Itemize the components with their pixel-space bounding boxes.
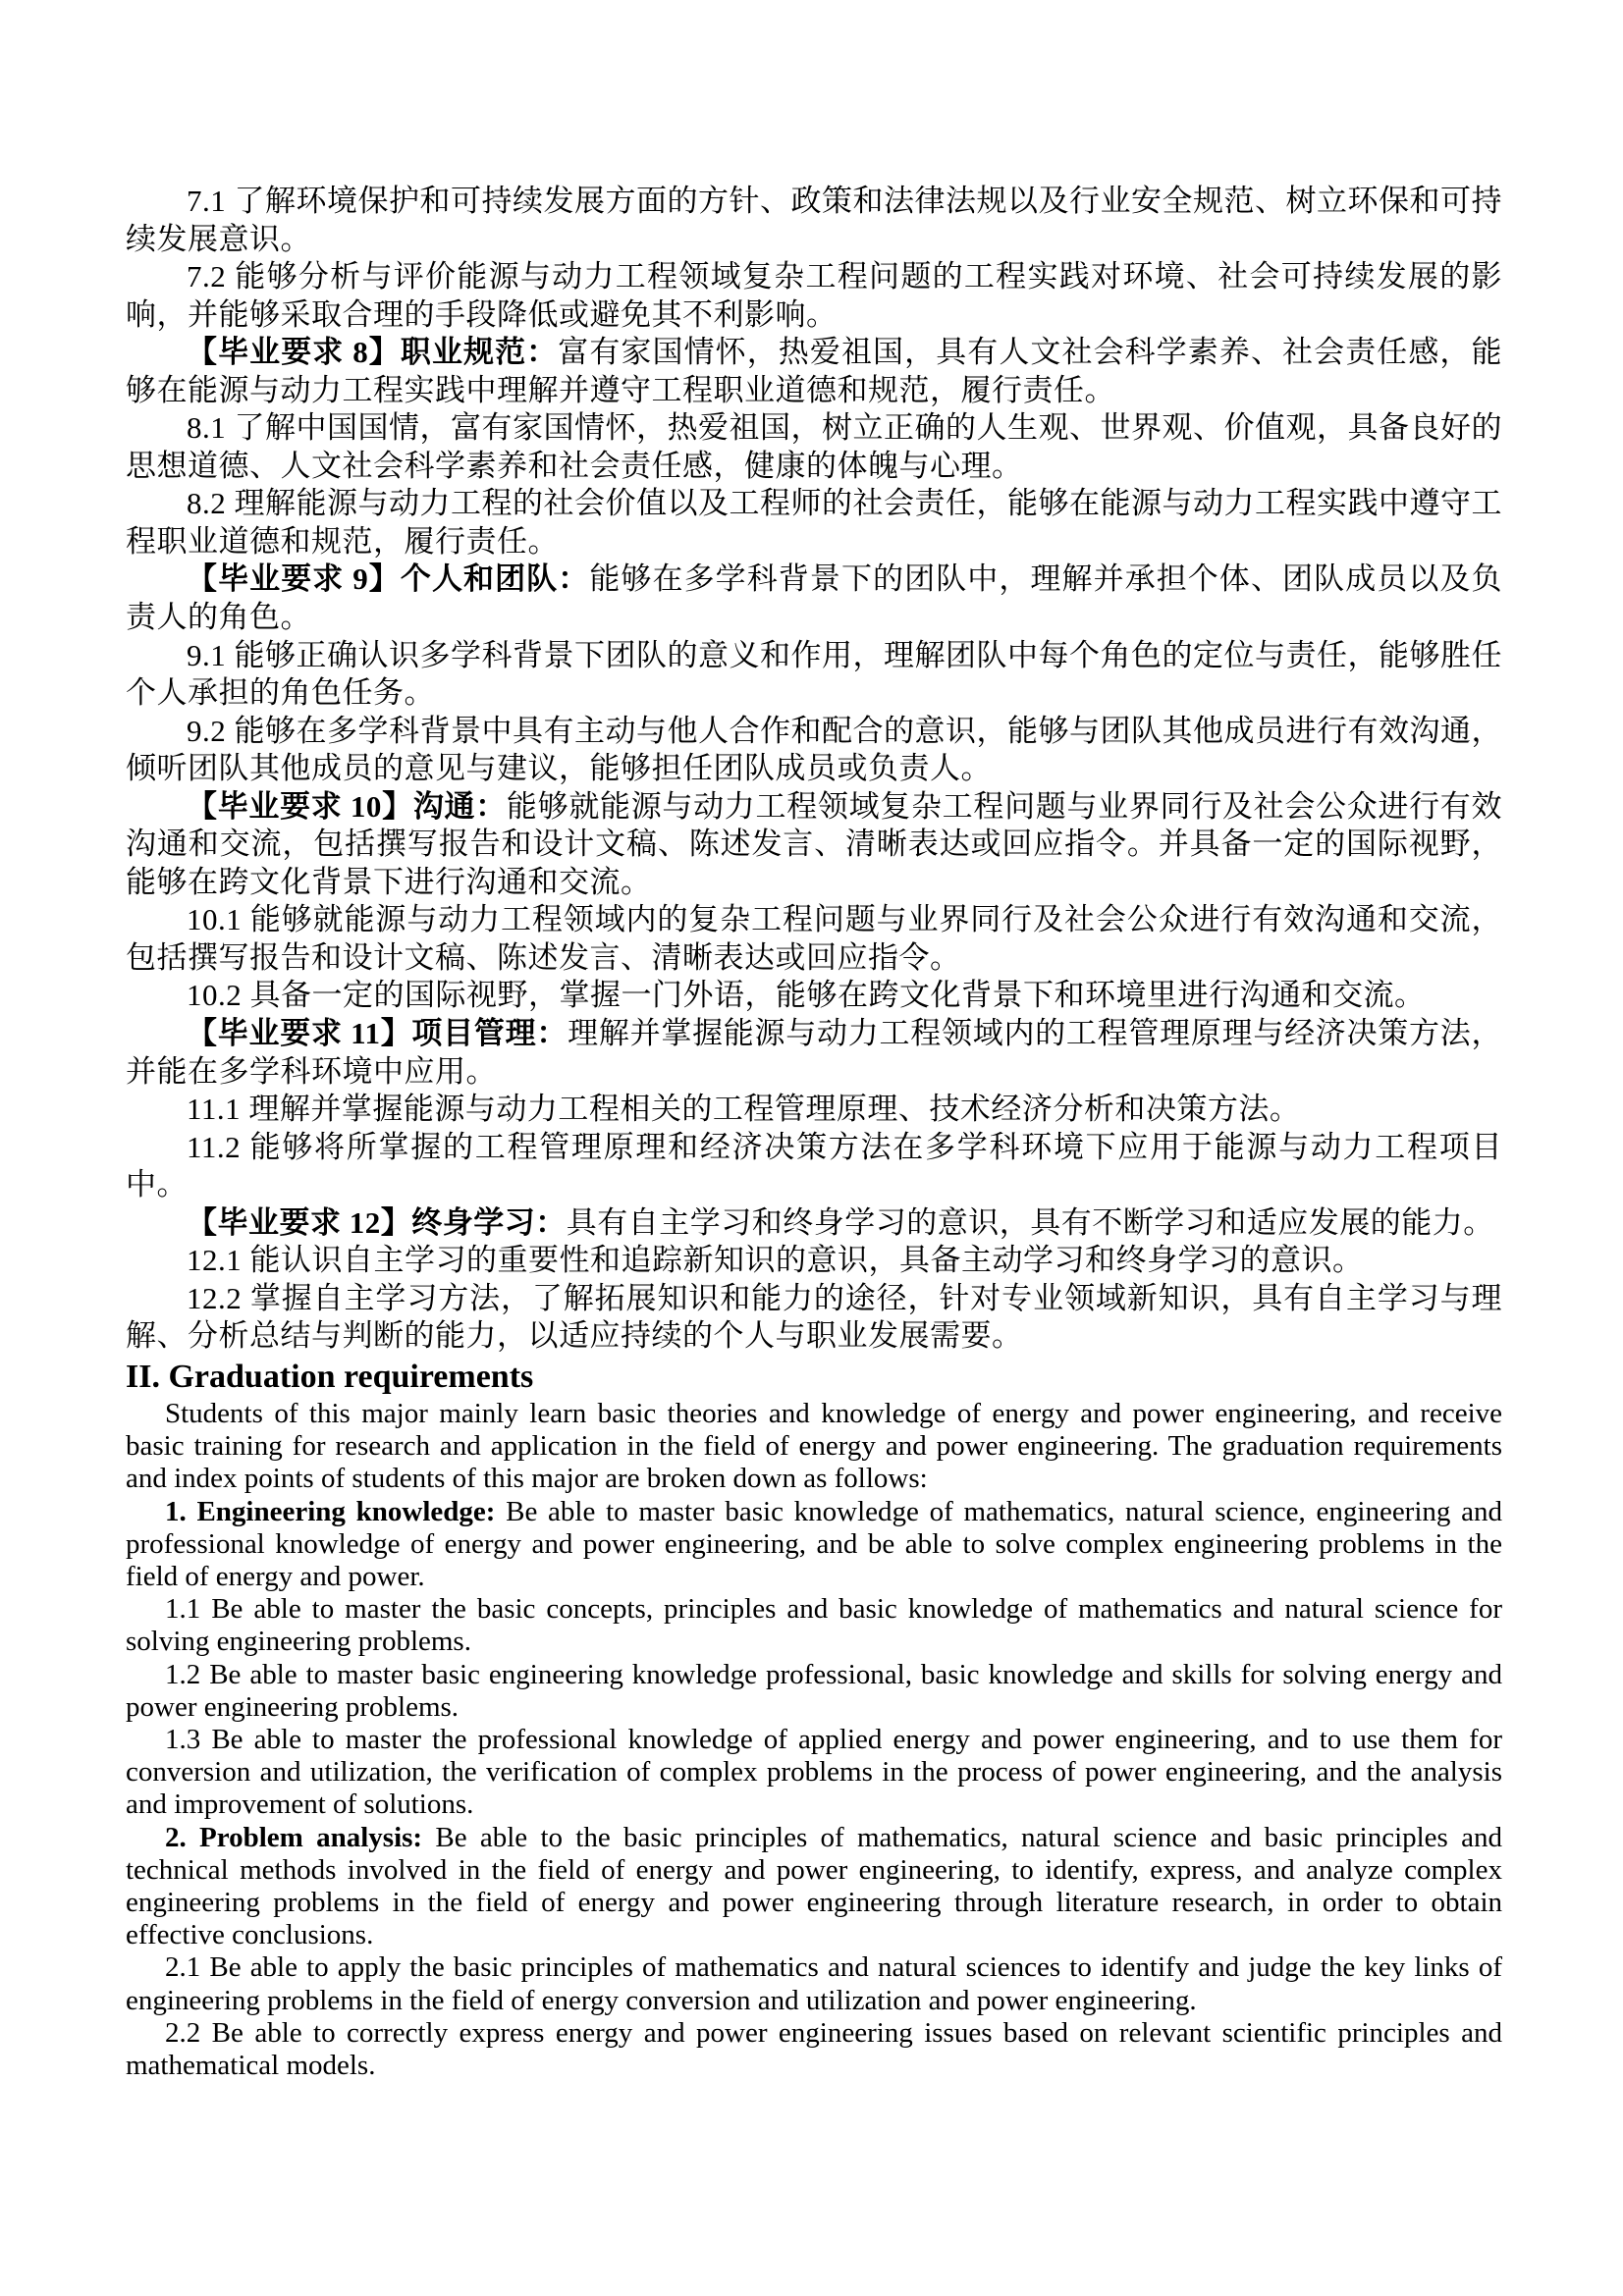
paragraph-en-2-1: 2.1 Be able to apply the basic principles of mathematics and natural sciences to identify and judge the key links of engineering problems in the field of energy conversion and utilization and power engineering. — [126, 1951, 1502, 2016]
paragraph-lead: 1. Engineering knowledge: — [165, 1495, 496, 1527]
paragraph-lead: 【毕业要求 9】个人和团队： — [187, 561, 590, 597]
paragraph-lead: 【毕业要求 11】项目管理： — [187, 1016, 568, 1051]
paragraph-en-1: 1. Engineering knowledge: Be able to master basic knowledge of mathematics, natural science, engineering and professional knowledge of energy and power engineering, and be able to solve complex engineering problems in the field of energy and power. — [126, 1495, 1502, 1592]
paragraph-cn-10-2: 10.2 具备一定的国际视野，掌握一门外语，能够在跨文化背景下和环境里进行沟通和交流。 — [187, 978, 1426, 1013]
paragraph-en-2: 2. Problem analysis: Be able to the basic principles of mathematics, natural science and basic principles and technical methods involved in the field of energy and power engineering, to identify, express, and analyze complex engineering problems in the field of energy and power engineering through literature research, in order to obtain effective conclusions. — [126, 1821, 1502, 1951]
paragraph-cn-10-1: 10.1 能够就能源与动力工程领域内的复杂工程问题与业界同行及社会公众进行有效沟通和交流，包括撰写报告和设计文稿、陈述发言、清晰表达或回应指令。 — [126, 902, 1502, 975]
paragraph-cn-req-9: 【毕业要求 9】个人和团队：能够在多学科背景下的团队中，理解并承担个体、团队成员以及负责人的角色。 — [126, 561, 1503, 635]
paragraph-en-intro: Students of this major mainly learn basic theories and knowledge of energy and power engineering, and receive basic training for research and application in the field of energy and power engineering. The graduation requirements and index points of students of this major are broken down as follows: — [126, 1397, 1502, 1495]
english-graduation-requirements-section — [126, 1398, 1502, 2082]
paragraph-cn-8-2: 8.2 理解能源与动力工程的社会价值以及工程师的社会责任，能够在能源与动力工程实践中遵守工程职业道德和规范，履行责任。 — [126, 486, 1502, 559]
paragraph-en-1-1: 1.1 Be able to master the basic concepts, principles and basic knowledge of mathematics and natural science for solving engineering problems. — [126, 1593, 1502, 1658]
paragraph-cn-7-1: 7.1 了解环境保护和可持续发展方面的方针、政策和法律法规以及行业安全规范、树立环保和可持续发展意识。 — [126, 184, 1502, 256]
paragraph-cn-11-2: 11.2 能够将所掌握的工程管理原理和经济决策方法在多学科环境下应用于能源与动力工程项目中。 — [126, 1129, 1502, 1202]
paragraph-lead: 【毕业要求 8】职业规范： — [187, 335, 559, 370]
paragraph-cn-req-11: 【毕业要求 11】项目管理：理解并掌握能源与动力工程领域内的工程管理原理与经济决策方法，并能在多学科环境中应用。 — [126, 1016, 1502, 1089]
paragraph-en-2-2: 2.2 Be able to correctly express energy and power engineering issues based on relevant scientific principles and mathematical models. — [126, 2016, 1502, 2082]
chinese-graduation-requirements-section — [126, 183, 1502, 1356]
paragraph-lead: 2. Problem analysis: — [165, 1821, 423, 1853]
page-content — [126, 183, 1502, 2082]
paragraph-cn-req-8: 【毕业要求 8】职业规范：富有家国情怀，热爱祖国，具有人文社会科学素养、社会责任感，能够在能源与动力工程实践中理解并遵守工程职业道德和规范，履行责任。 — [126, 335, 1503, 407]
paragraph-lead: 【毕业要求 12】终身学习： — [187, 1204, 567, 1240]
paragraph-cn-12-2: 12.2 掌握自主学习方法，了解拓展知识和能力的途径，针对专业领域新知识，具有自主学习与理解、分析总结与判断的能力，以适应持续的个人与职业发展需要。 — [126, 1280, 1502, 1354]
paragraph-cn-9-1: 9.1 能够正确认识多学科背景下团队的意义和作用，理解团队中每个角色的定位与责任，能够胜任个人承担的角色任务。 — [126, 637, 1502, 711]
paragraph-en-1-2: 1.2 Be able to master basic engineering knowledge professional, basic knowledge and skills for solving energy and power engineering problems. — [126, 1658, 1502, 1723]
paragraph-cn-req-12: 【毕业要求 12】终身学习：具有自主学习和终身学习的意识，具有不断学习和适应发展的能力。 — [187, 1204, 1494, 1240]
paragraph-cn-9-2: 9.2 能够在多学科背景中具有主动与他人合作和配合的意识，能够与团队其他成员进行有效沟通，倾听团队其他成员的意见与建议，能够担任团队成员或负责人。 — [126, 713, 1502, 786]
paragraph-cn-11-1: 11.1 理解并掌握能源与动力工程相关的工程管理原理、技术经济分析和决策方法。 — [187, 1092, 1301, 1127]
paragraph-en-1-3: 1.3 Be able to master the professional knowledge of applied energy and power engineering, and to use them for conversion and utilization, the verification of complex problems in the process of power engineering, and the analysis and improvement of solutions. — [126, 1723, 1502, 1821]
paragraph-cn-12-1: 12.1 能认识自主学习的重要性和追踪新知识的意识，具备主动学习和终身学习的意识。 — [187, 1243, 1364, 1278]
paragraph-cn-7-2: 7.2 能够分析与评价能源与动力工程领域复杂工程问题的工程实践对环境、社会可持续发展的影响，并能够采取合理的手段降低或避免其不利影响。 — [126, 259, 1502, 332]
english-section-heading: II. Graduation requirements — [126, 1358, 534, 1395]
paragraph-cn-req-10: 【毕业要求 10】沟通：能够就能源与动力工程领域复杂工程问题与业界同行及社会公众进行有效沟通和交流，包括撰写报告和设计文稿、陈述发言、清晰表达或回应指令。并具备一定的国际视野，能够在跨文化背景下进行沟通和交流。 — [126, 788, 1503, 899]
paragraph-cn-8-1: 8.1 了解中国国情，富有家国情怀，热爱祖国，树立正确的人生观、世界观、价值观，具备良好的思想道德、人文社会科学素养和社会责任感，健康的体魄与心理。 — [126, 410, 1502, 483]
paragraph-lead: 【毕业要求 10】沟通： — [187, 788, 507, 824]
